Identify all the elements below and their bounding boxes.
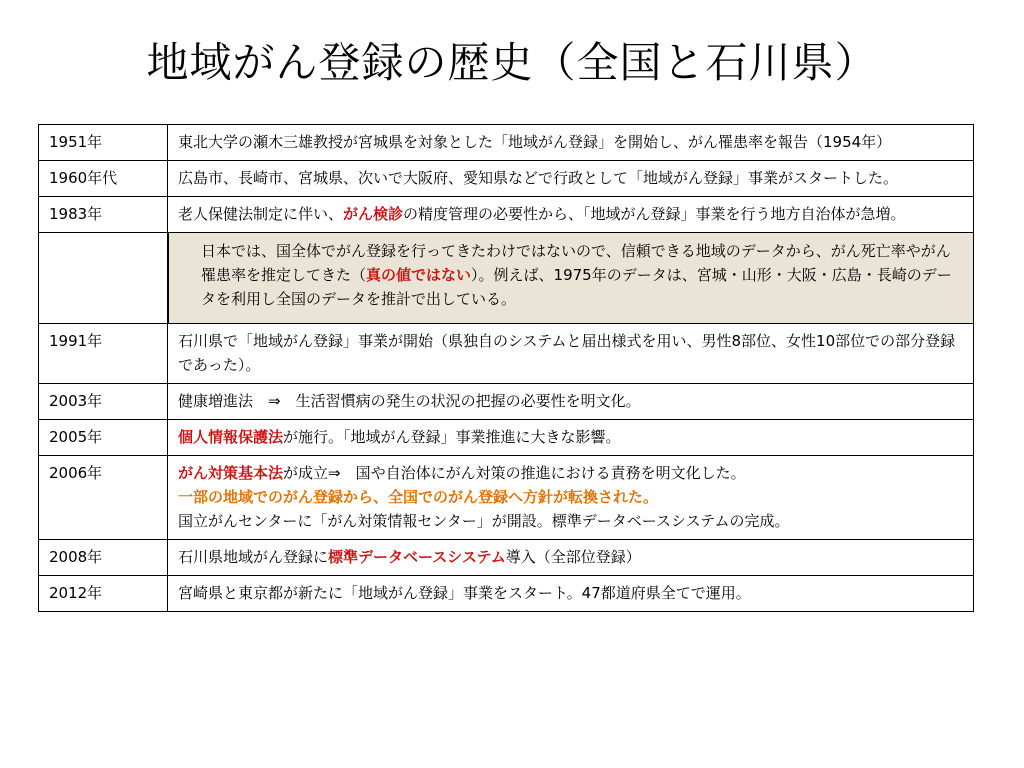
event-cell xyxy=(168,540,974,576)
table-row xyxy=(39,233,974,324)
highlight-text: 個人情報保護法 xyxy=(178,428,284,446)
table-row xyxy=(39,456,974,540)
table-row xyxy=(39,324,974,384)
event-text: が成立⇒ 国や自治体にがん対策の推進における責務を明文化した。 xyxy=(283,464,746,482)
note-highlight: 真の値ではない xyxy=(366,266,472,284)
table-row xyxy=(39,197,974,233)
table-row xyxy=(39,384,974,420)
table-row xyxy=(39,161,974,197)
event-text: 導入（全部位登録） xyxy=(505,548,641,566)
highlight-text: がん対策基本法 xyxy=(178,464,284,482)
policy-change-text: 一部の地域でのがん登録から、全国でのがん登録へ方針が転換された。 xyxy=(178,488,659,506)
event-text: 国立がんセンターに「がん対策情報センター」が開設。標準データベースシステムの完成。 xyxy=(178,512,790,530)
event-text: が施行。「地域がん登録」事業推進に大きな影響。 xyxy=(283,428,621,446)
event-cell: 広島市、長崎市、宮城県、次いで大阪府、愛知県などで行政として「地域がん登録」事業がスタートした。 xyxy=(168,161,974,197)
page-title: 地域がん登録の歴史（全国と石川県） xyxy=(146,38,878,87)
year-cell xyxy=(39,233,168,324)
event-text: 老人保健法制定に伴い、 xyxy=(178,205,344,223)
table-row xyxy=(39,420,974,456)
event-text: 石川県地域がん登録に xyxy=(178,548,329,566)
event-cell: 宮崎県と東京都が新たに「地域がん登録」事業をスタート。47都道府県全てで運用。 xyxy=(168,576,974,612)
event-text: の精度管理の必要性から、「地域がん登録」事業を行う地方自治体が急増。 xyxy=(403,205,906,223)
year-cell: 1951年 xyxy=(39,125,168,161)
note-box xyxy=(168,233,973,323)
highlight-text: がん検診 xyxy=(343,205,404,223)
year-cell: 2006年 xyxy=(39,456,168,540)
note-text: 日本では、国全体でがん登録を行ってきたわけではないので、信頼できる地域のデータから、がん死亡率やがん罹患率を推定してきた（ xyxy=(201,242,951,284)
year-cell: 1983年 xyxy=(39,197,168,233)
event-cell: 東北大学の瀬木三雄教授が宮城県を対象とした「地域がん登録」を開始し、がん罹患率を報告（1954年） xyxy=(168,125,974,161)
year-cell: 1991年 xyxy=(39,324,168,384)
event-cell xyxy=(168,197,974,233)
year-cell: 2003年 xyxy=(39,384,168,420)
year-cell: 2005年 xyxy=(39,420,168,456)
year-cell: 2008年 xyxy=(39,540,168,576)
event-cell xyxy=(168,456,974,540)
note-cell xyxy=(168,233,974,324)
highlight-text: 標準データベースシステム xyxy=(328,548,506,566)
year-cell: 2012年 xyxy=(39,576,168,612)
note-text: ）。例えば、1975年のデータは、宮城・山形・大阪・広島・長崎のデータを利用し全国のデータを推計で出している。 xyxy=(201,266,952,308)
year-cell: 1960年代 xyxy=(39,161,168,197)
history-table xyxy=(38,124,974,612)
table-row xyxy=(39,576,974,612)
table-row xyxy=(39,125,974,161)
table-row xyxy=(39,540,974,576)
event-cell xyxy=(168,420,974,456)
event-cell: 健康増進法 ⇒ 生活習慣病の発生の状況の把握の必要性を明文化。 xyxy=(168,384,974,420)
event-cell: 石川県で「地域がん登録」事業が開始（県独自のシステムと届出様式を用い、男性8部位、女性10部位での部分登録であった）。 xyxy=(168,324,974,384)
